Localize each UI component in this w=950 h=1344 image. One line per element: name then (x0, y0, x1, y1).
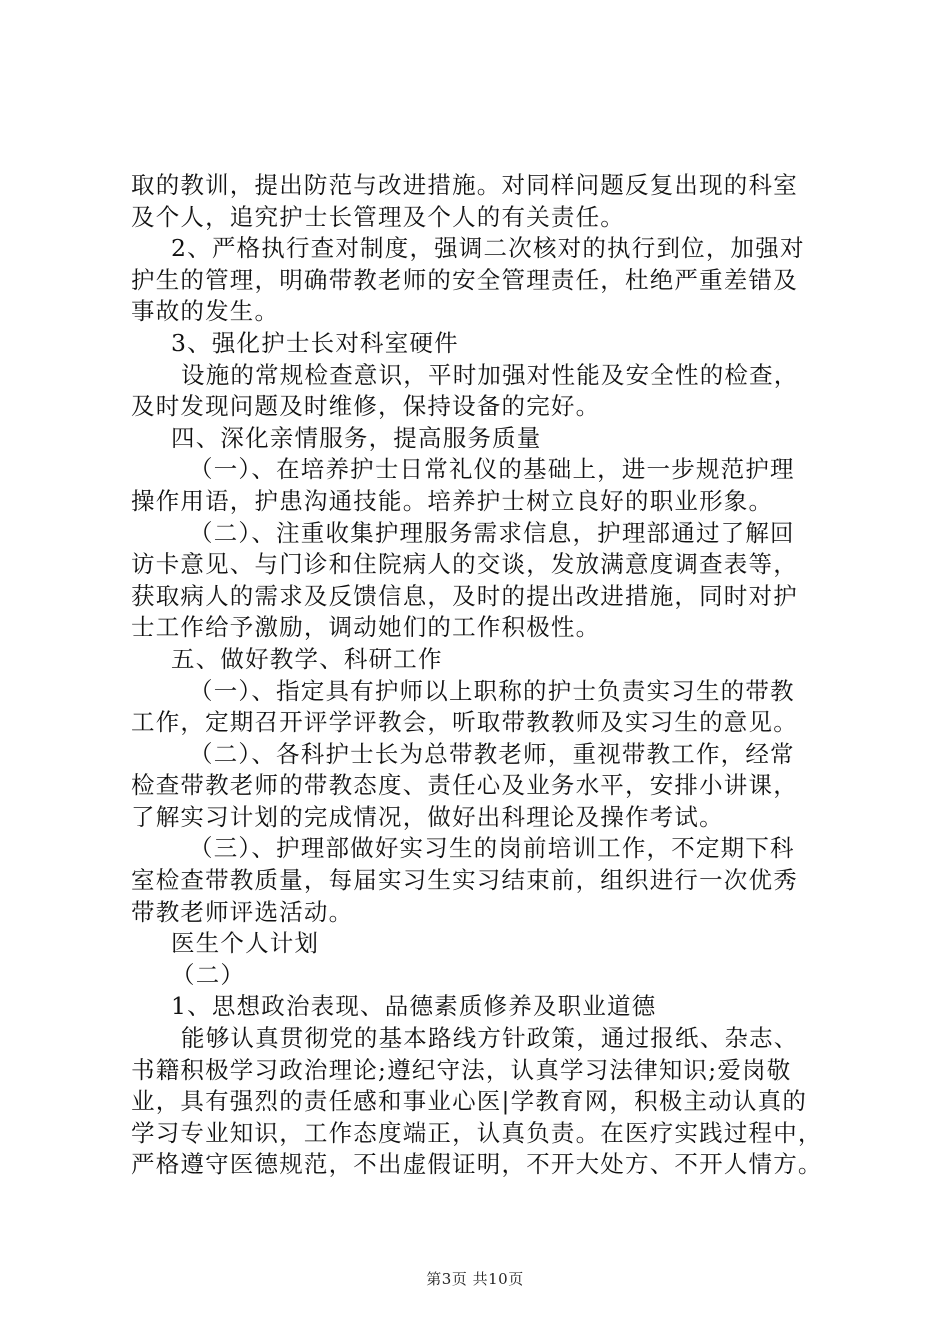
section-heading: 1、思想政治表现、品德素质修养及职业道德 (171, 992, 657, 1021)
text-line: 及时发现问题及时维修，保持设备的完好。 (131, 392, 601, 421)
text-line: 业，具有强烈的责任感和事业心医|学教育网，积极主动认真的 (131, 1087, 808, 1116)
text-line: 书籍积极学习政治理论;遵纪守法，认真学习法律知识;爱岗敬 (131, 1055, 792, 1084)
text-line: （二）、注重收集护理服务需求信息，护理部通过了解回 (189, 518, 795, 547)
text-line: 访卡意见、与门诊和住院病人的交谈，发放满意度调查表等， (131, 550, 798, 579)
text-line: （三）、护理部做好实习生的岗前培训工作，不定期下科 (189, 834, 795, 863)
document-body (131, 170, 831, 1181)
text-line: 及个人，追究护士长管理及个人的有关责任。 (131, 202, 625, 231)
text-line: 3、强化护士长对科室硬件 (171, 328, 459, 357)
section-heading: 五、做好教学、科研工作 (171, 644, 443, 673)
section-heading: 四、深化亲情服务，提高服务质量 (171, 423, 542, 452)
text-line: 设施的常规检查意识，平时加强对性能及安全性的检查， (181, 360, 799, 389)
text-line: 事故的发生。 (131, 297, 280, 326)
section-heading: 医生个人计划 (171, 929, 320, 958)
text-line: （二）、各科护士长为总带教老师，重视带教工作，经常 (189, 739, 795, 768)
text-line: （一）、指定具有护师以上职称的护士负责实习生的带教 (189, 676, 795, 705)
text-line: 学习专业知识，工作态度端正，认真负责。在医疗实践过程中， (131, 1118, 823, 1147)
text-line: 护生的管理，明确带教老师的安全管理责任，杜绝严重差错及 (131, 265, 798, 294)
text-line: 工作，定期召开评学评教会，听取带教教师及实习生的意见。 (131, 708, 798, 737)
text-line: 士工作给予激励，调动她们的工作积极性。 (131, 613, 601, 642)
text-line: 检查带教老师的带教态度、责任心及业务水平，安排小讲课， (131, 771, 798, 800)
text-line: 严格遵守医德规范，不出虚假证明，不开大处方、不开人情方。 (131, 1150, 823, 1179)
text-line: 获取病人的需求及反馈信息，及时的提出改进措施，同时对护 (131, 581, 798, 610)
page-number-label: 第3页 共10页 (426, 1270, 524, 1288)
text-line: 带教老师评选活动。 (131, 897, 354, 926)
text-line: 室检查带教质量，每届实习生实习结束前，组织进行一次优秀 (131, 866, 798, 895)
text-line: 能够认真贯彻党的基本路线方针政策，通过报纸、杂志、 (181, 1024, 799, 1053)
text-line: 取的教训，提出防范与改进措施。对同样问题反复出现的科室 (131, 171, 798, 199)
text-line: 了解实习计划的完成情况，做好出科理论及操作考试。 (131, 802, 724, 831)
text-line: （一）、在培养护士日常礼仪的基础上，进一步规范护理 (189, 455, 795, 484)
page-footer (0, 1268, 950, 1289)
text-line: 2、严格执行查对制度，强调二次核对的执行到位，加强对 (171, 234, 805, 263)
text-line: 操作用语，护患沟通技能。培养护士树立良好的职业形象。 (131, 486, 774, 515)
section-heading: （二） (171, 960, 246, 989)
